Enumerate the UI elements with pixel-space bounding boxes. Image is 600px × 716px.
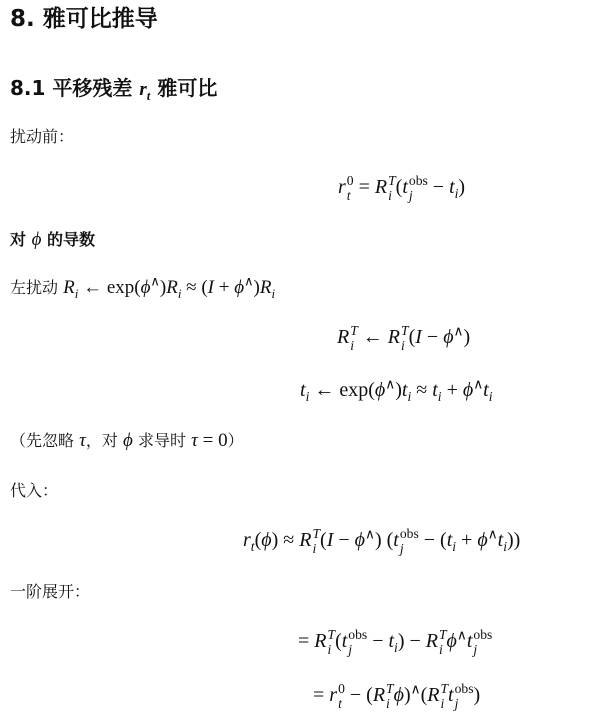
equation-residual-unperturbed: r 0 t = R T i (t obs j − $t_i$) [338,173,466,203]
math-left-perturb: $R_i$ ← $\exp(\phi^\wedge)R_i \approx (I + \phi^\wedge)R_i$ [63,273,276,301]
derivative-prefix: 对 [10,230,27,249]
derivative-suffix: 的导数 [47,230,96,249]
paragraph-substitute: 代入： [10,481,59,500]
subsection-heading-suffix: 雅可比 [157,76,218,100]
paragraph-before-perturbation: 扰动前： [10,127,75,146]
paragraph-ignore-tau: （先忽略 τ，对 ϕ 求导时 τ = 0） [10,430,244,451]
section-heading: 8. 雅可比推导 [10,6,158,32]
equation-expansion-line-2: = r 0 t − (R T i ϕ)∧(R T i t obs j ) [313,681,481,711]
paragraph-derivative-wrt-phi [10,229,95,251]
paragraph-left-perturbation [10,273,276,301]
subsection-heading-prefix: 8.1 平移残差 [10,76,133,100]
equation-translation-update: $t_i$ ← $\exp(\phi^\wedge)t_i \approx t_i + \phi^\wedge t_i$ [300,376,493,404]
paragraph-first-order-expansion: 一阶展开： [10,582,91,601]
obs-label: obs [408,173,428,189]
math-r-t: $r_t$ [139,79,151,103]
left-perturb-label: 左扰动 [10,278,59,297]
equation-perturbed-residual: $r_t(\phi) \approx R$ T i (I − ϕ∧) (t obs j − $(t_i + \phi^\wedge t_i)$) [243,526,521,556]
math-phi: ϕ [31,229,42,250]
subsection-heading [10,71,217,107]
equation-expansion-line-1: = R T i (t obs j − $t_i) - R$ T i ϕ∧t obs j [298,627,493,657]
equation-rotation-transpose-update: R T i ← R T i (I − ϕ∧) [337,323,471,353]
